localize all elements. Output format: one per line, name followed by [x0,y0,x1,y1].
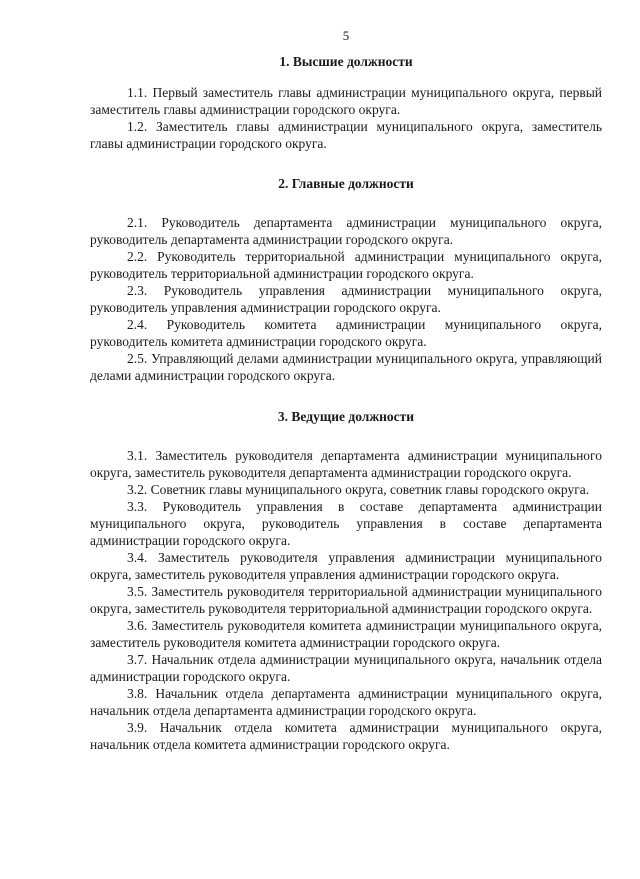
section-title: 3. Ведущие должности [277,409,415,424]
list-item: 2.3. Руководитель управления администрации муниципального округа, руководитель управления администрации городского округа. [90,283,602,315]
section-top-positions [90,53,602,152]
list-item: 3.7. Начальник отдела администрации муниципального округа, начальник отдела администрации городского округа. [90,652,602,684]
list-item: 1.1. Первый заместитель главы администрации муниципального округа, первый заместитель главы администрации городского округа. [90,85,602,117]
list-item: 3.5. Заместитель руководителя территориальной администрации муниципального округа, заместитель руководителя территориальной администрации городского округа. [90,584,602,616]
section-title: 1. Высшие должности [279,54,413,69]
section-leading-positions [90,408,602,753]
list-item: 3.9. Начальник отдела комитета администрации муниципального округа, начальник отдела комитета администрации городского округа. [90,720,602,752]
list-item: 3.6. Заместитель руководителя комитета администрации муниципального округа, заместитель руководителя комитета администрации городского округа. [90,618,602,650]
list-item: 3.1. Заместитель руководителя департамента администрации муниципального округа, заместитель руководителя департамента администрации городского округа. [90,448,602,480]
list-item: 2.5. Управляющий делами администрации муниципального округа, управляющий делами администрации городского округа. [90,351,602,383]
list-item: 2.2. Руководитель территориальной администрации муниципального округа, руководитель территориальной администрации городского округа. [90,249,602,281]
list-item: 2.4. Руководитель комитета администрации муниципального округа, руководитель комитета администрации городского округа. [90,317,602,349]
document-page [90,28,602,753]
list-item: 3.2. Советник главы муниципального округа, советник главы городского округа. [127,482,590,497]
list-item: 3.4. Заместитель руководителя управления администрации муниципального округа, заместитель руководителя управления администрации городского округа. [90,550,602,582]
page-number: 5 [342,28,350,43]
section-main-positions [90,175,602,384]
section-title: 2. Главные должности [278,176,414,191]
list-item: 2.1. Руководитель департамента администрации муниципального округа, руководитель департамента администрации городского округа. [90,215,602,247]
list-item: 3.3. Руководитель управления в составе департамента администрации муниципального округа, руководитель управления в составе департамента администрации городского округа. [90,499,602,548]
list-item: 1.2. Заместитель главы администрации муниципального округа, заместитель главы администрации городского округа. [90,119,602,151]
list-item: 3.8. Начальник отдела департамента администрации муниципального округа, начальник отдела департамента администрации городского округа. [90,686,602,718]
